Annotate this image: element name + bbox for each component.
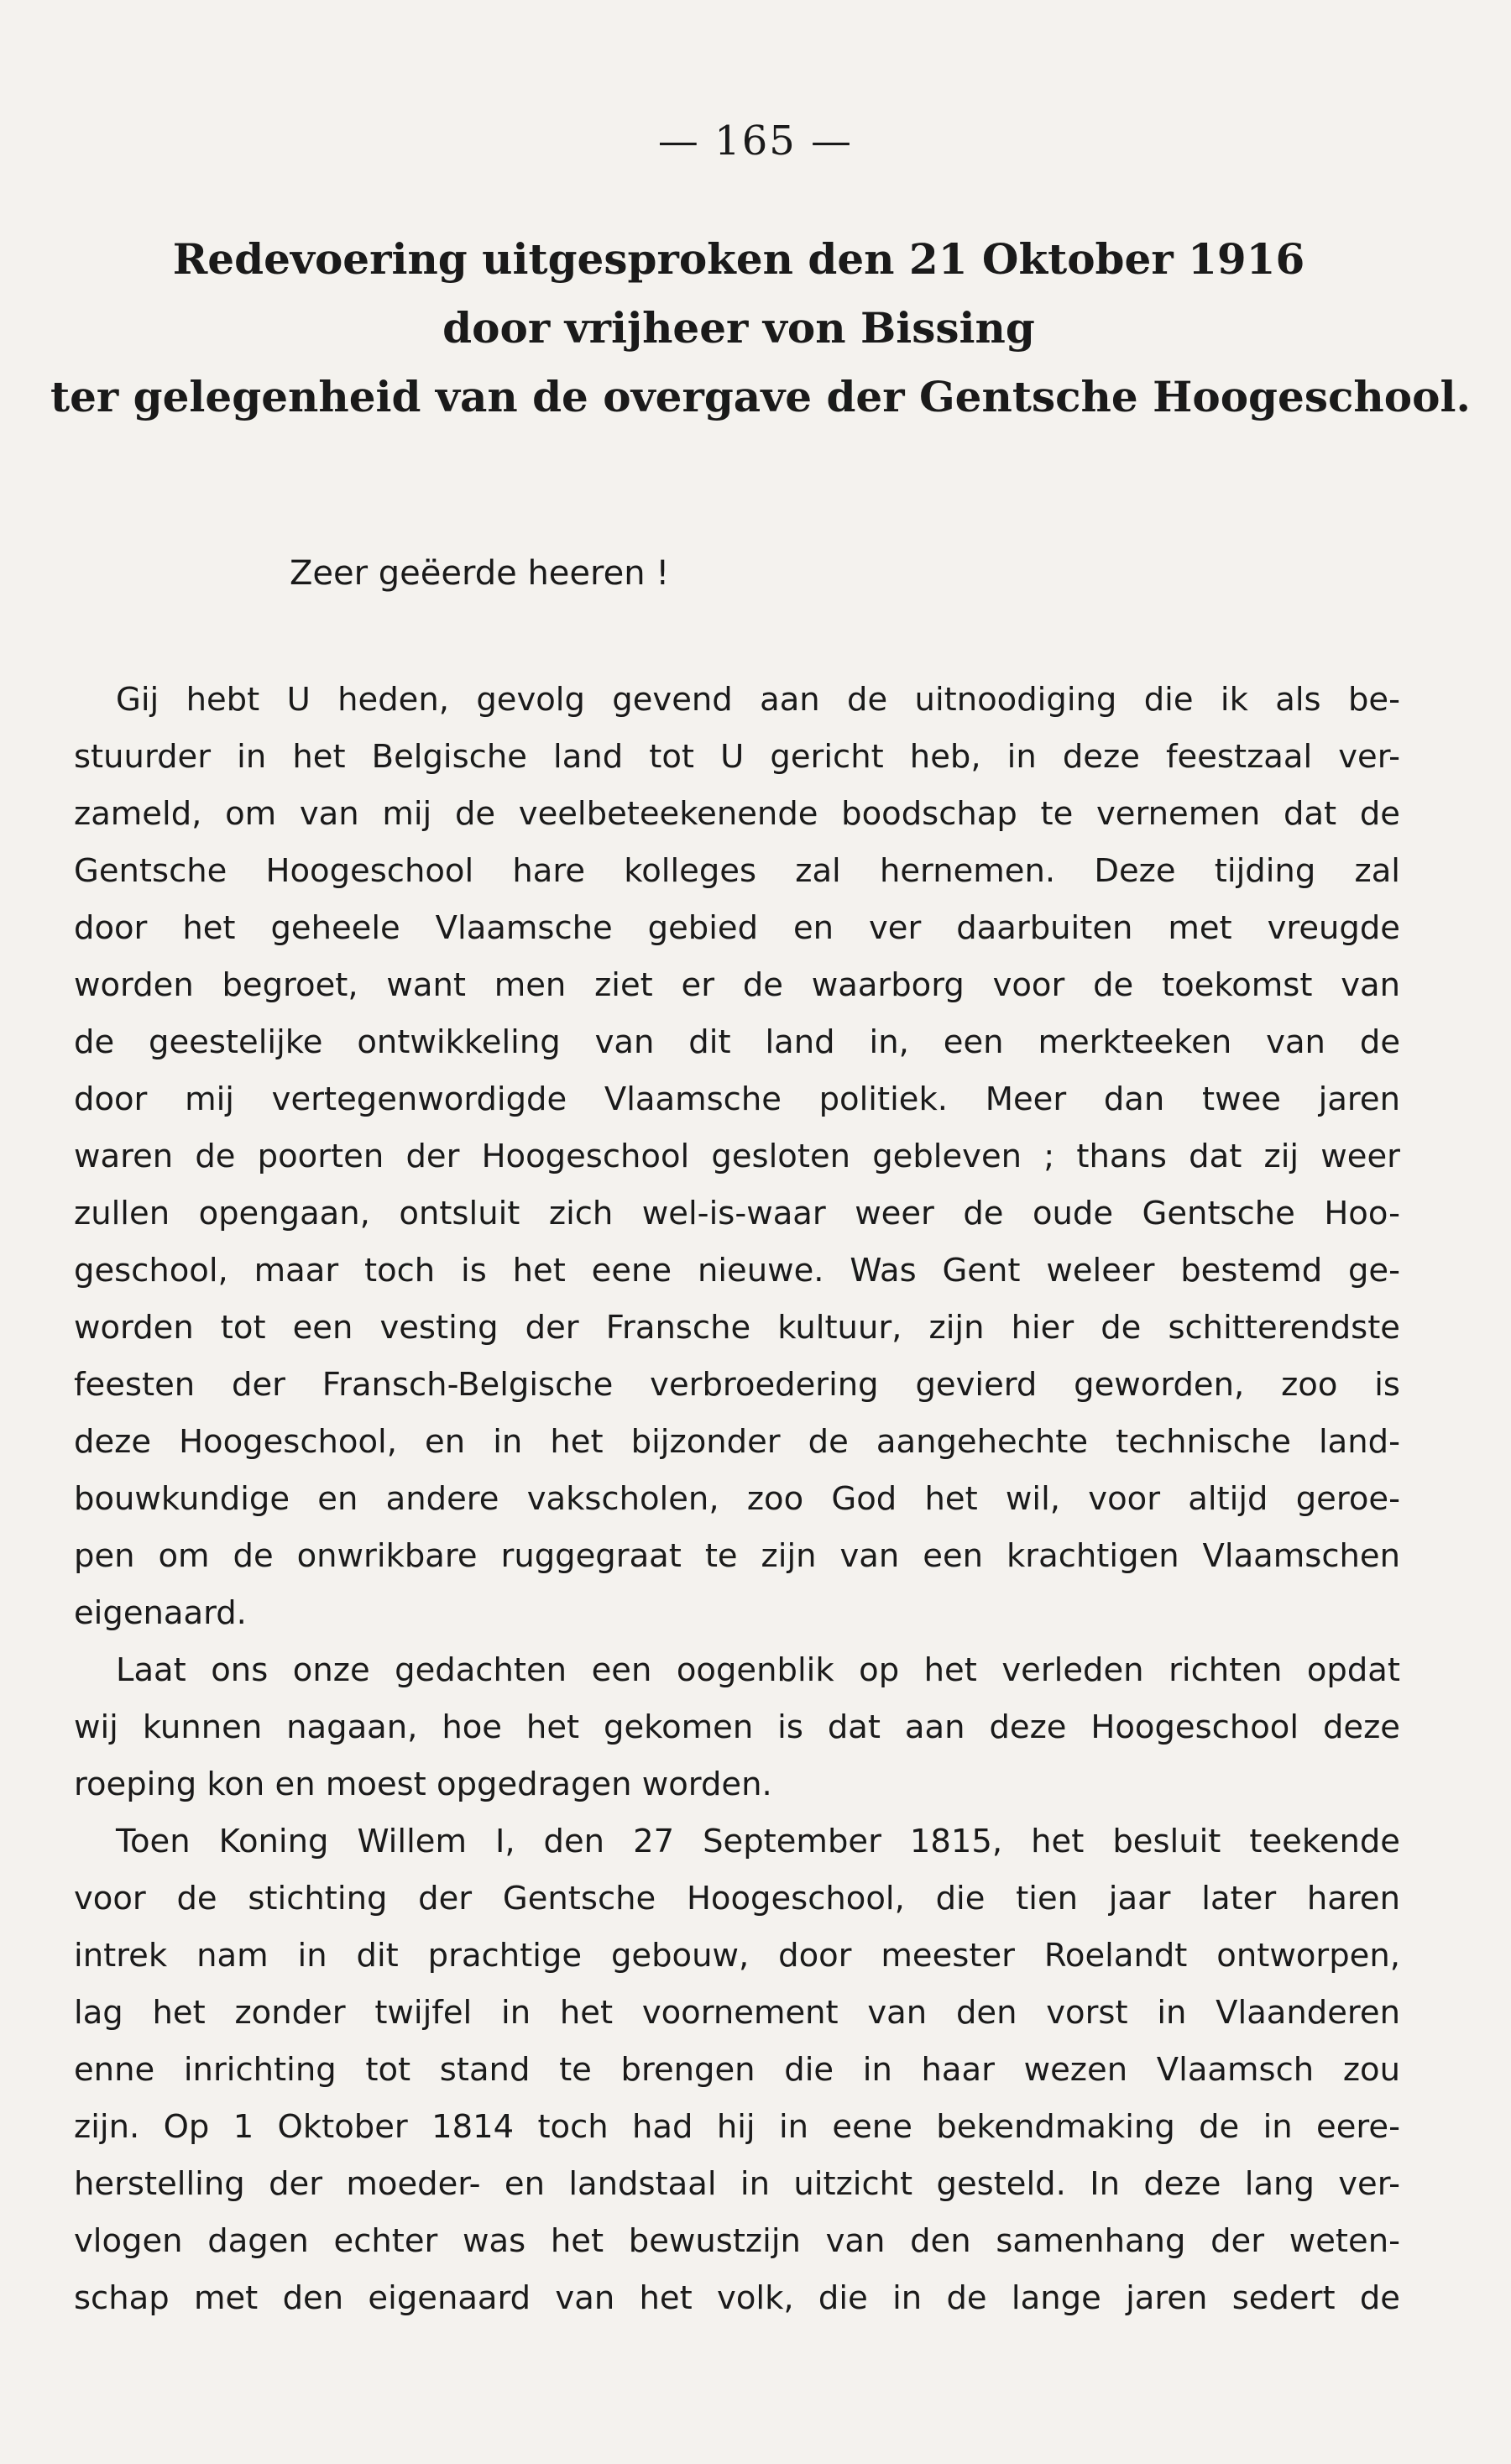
text-line: zameld, om van mij de veelbeteekenende boodschap te vernemen dat de <box>74 795 1400 833</box>
text-line: Laat ons onze gedachten een oogenblik op het verleden richten opdat <box>116 1651 1400 1689</box>
text-line: schap met den eigenaard van het volk, die in de lange jaren sedert de <box>74 2279 1400 2317</box>
text-line: zullen opengaan, ontsluit zich wel-is-waar weer de oude Gentsche Hoo- <box>74 1195 1400 1232</box>
text-line: voor de stichting der Gentsche Hoogeschool, die tien jaar later haren <box>74 1880 1400 1917</box>
text-line: Toen Koning Willem I, den 27 September 1815, het besluit teekende <box>116 1823 1400 1860</box>
text-line: pen om de onwrikbare ruggegraat te zijn van een krachtigen Vlaamschen <box>74 1537 1400 1575</box>
text-line: waren de poorten der Hoogeschool gesloten gebleven ; thans dat zij weer <box>74 1138 1400 1175</box>
text-line: zijn. Op 1 Oktober 1814 toch had hij in eene bekendmaking de in eere- <box>74 2108 1400 2146</box>
text-line: worden begroet, want men ziet er de waarborg voor de toekomst van <box>74 966 1400 1004</box>
text-line: eigenaard. <box>74 1594 247 1632</box>
speech-body <box>74 672 1400 2327</box>
text-line: roeping kon en moest opgedragen worden. <box>74 1766 772 1803</box>
text-line: lag het zonder twijfel in het voornement van den vorst in Vlaanderen <box>74 1994 1400 2032</box>
page-number: — 165 — <box>657 118 854 165</box>
text-line: herstelling der moeder- en landstaal in uitzicht gesteld. In deze lang ver- <box>74 2165 1400 2203</box>
text-line: vlogen dagen echter was het bewustzijn van den samenhang der weten- <box>74 2222 1400 2260</box>
text-line: worden tot een vesting der Fransche kultuur, zijn hier de schitterendste <box>74 1309 1400 1347</box>
text-line: deze Hoogeschool, en in het bijzonder de aangehechte technische land- <box>74 1423 1400 1461</box>
text-line: door het geheele Vlaamsche gebied en ver daarbuiten met vreugde <box>74 909 1400 947</box>
text-line: bouwkundige en andere vakscholen, zoo God het wil, voor altijd geroe- <box>74 1480 1400 1518</box>
title-line: ter gelegenheid van de overgave der Gentsche Hoogeschool. <box>50 372 1471 421</box>
text-line: enne inrichting tot stand te brengen die in haar wezen Vlaamsch zou <box>74 2051 1400 2089</box>
text-line: intrek nam in dit prachtige gebouw, door meester Roelandt ontworpen, <box>74 1937 1400 1975</box>
speech-title <box>50 225 1471 432</box>
text-line: Gij hebt U heden, gevolg gevend aan de uitnoodiging die ik als be- <box>116 681 1400 719</box>
salutation: Zeer geëerde heeren ! <box>290 554 670 593</box>
text-line: stuurder in het Belgische land tot U gericht heb, in deze feestzaal ver- <box>74 738 1400 776</box>
text-line: Gentsche Hoogeschool hare kolleges zal hernemen. Deze tijding zal <box>74 852 1400 890</box>
text-line: de geestelijke ontwikkeling van dit land in, een merkteeken van de <box>74 1023 1400 1061</box>
title-line: Redevoering uitgesproken den 21 Oktober 1916 <box>172 234 1305 284</box>
text-line: geschool, maar toch is het eene nieuwe. Was Gent weleer bestemd ge- <box>74 1252 1400 1290</box>
text-line: feesten der Fransch-Belgische verbroedering gevierd geworden, zoo is <box>74 1366 1400 1404</box>
text-line: door mij vertegenwordigde Vlaamsche politiek. Meer dan twee jaren <box>74 1080 1400 1118</box>
title-line: door vrijheer von Bissing <box>442 303 1035 353</box>
text-line: wij kunnen nagaan, hoe het gekomen is dat aan deze Hoogeschool deze <box>74 1708 1400 1746</box>
